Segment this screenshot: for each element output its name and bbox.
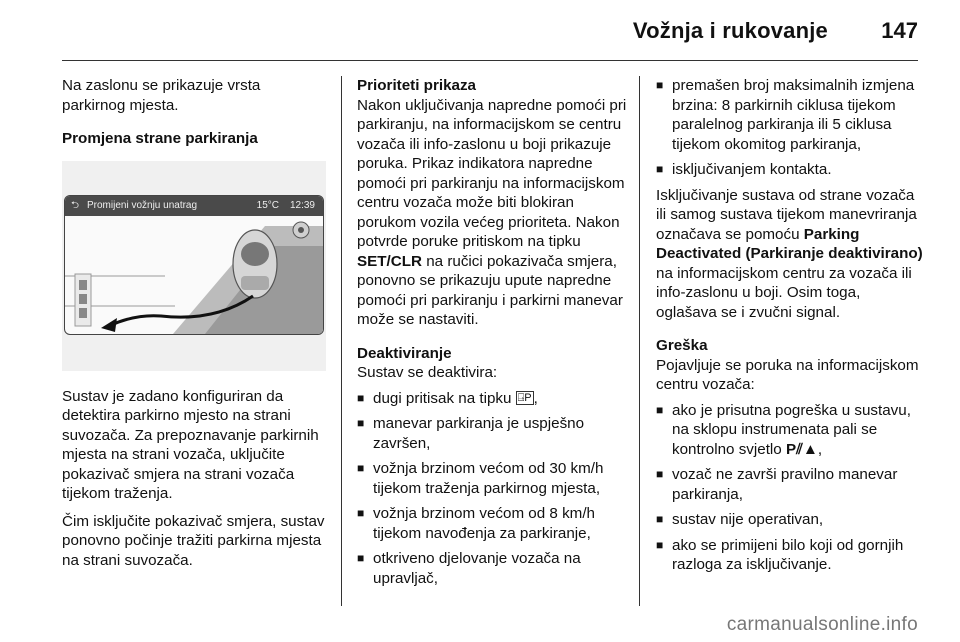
- column-3: [656, 76, 924, 581]
- parking-warning-light-icon: P⫽▲: [785, 440, 818, 458]
- paragraph: Nakon uključivanja napredne pomoći pri parkiranju, na informacijskom se centru vozača ili info-zaslonu u boji prikazuje poruka. Prikaz indikatora napredne pomoći pri parkiranju na informacijskom centru vozača može biti blokiran porukom vozila većeg prioriteta. Nakon potvrde poruke pritiskom na tipku SET/CLR na ručici pokazivača smjera, ponovno se prikazuju upute napredne pomoći pri parkiranju i parkirni manevar može se nastaviti.: [357, 96, 627, 328]
- column-divider-1: [341, 76, 342, 606]
- parking-illustration: [65, 216, 323, 334]
- list-item: ■ vozač ne završi pravilno manevar parkiranja,: [656, 465, 924, 504]
- paragraph: Sustav je zadano konfiguriran da detektira parkirno mjesto na strani suvozača. Za prepoznavanje parkirnih mjesta na strani vozača, uključite pokazivač smjera na strani vozača tijekom traženja.: [62, 387, 319, 502]
- page-number: 147: [881, 18, 918, 43]
- paragraph: Sustav se deaktivira:: [357, 364, 498, 381]
- section-heading: Deaktiviranje: [357, 344, 452, 362]
- set-clr-key-label: SET/CLR: [357, 252, 422, 270]
- clock-readout: 12:39: [289, 199, 315, 211]
- list-item: ■ otkriveno djelovanje vozača na upravljač,: [357, 549, 627, 588]
- header-rule: [62, 60, 918, 61]
- display-screen: [64, 195, 324, 335]
- parking-assist-button-icon: ⍈P: [517, 392, 532, 405]
- intro-paragraph: Na zaslonu se prikazuje vrsta parkirnog mjesta.: [62, 77, 261, 114]
- deactivation-list: [357, 389, 627, 589]
- list-item: ■ dugi pritisak na tipku ⍈P ,: [357, 389, 627, 409]
- car-icon: [233, 230, 277, 298]
- watermark: carmanualsonline.info: [726, 614, 918, 635]
- column-divider-2: [639, 76, 640, 606]
- column-1: [62, 76, 326, 570]
- parking-deactivated-label: Parking Deactivated (Parkiranje deaktivirano): [656, 225, 923, 262]
- infotainment-figure: [62, 161, 326, 371]
- screen-title: Promijeni vožnju unatrag: [87, 199, 198, 211]
- list-item: ■ premašen broj maksimalnih izmjena brzina: 8 parkirnih ciklusa tijekom paralelnog parkiranja ili 5 ciklusa tijekom okomitog parkiranja,: [656, 76, 924, 154]
- list-item: ■ ako je prisutna pogreška u sustavu, na sklopu instrumenata pali se kontrolno svjetlo P⫽▲,: [656, 401, 924, 460]
- list-item: ■ manevar parkiranja je uspješno završen,: [357, 414, 627, 453]
- section-heading: Prioriteti prikaza: [357, 77, 477, 94]
- paragraph: Čim isključite pokazivač smjera, sustav ponovno počinje tražiti parkirna mjesta na strani suvozača.: [62, 512, 325, 569]
- list-item: ■ ako se primijeni bilo koji od gornjih razloga za isključivanje.: [656, 536, 924, 575]
- fault-list: [656, 401, 924, 575]
- page-header: [0, 0, 960, 62]
- back-arrow-icon: ⮌: [71, 199, 80, 211]
- paragraph: Isključivanje sustava od strane vozača ili samog sustava tijekom manevriranja označava se pomoću Parking Deactivated (Parkiranje deaktivirano) na informacijskom centru za vozača ili info-zaslonu u boji. Osim toga, oglašava se i zvučni signal.: [656, 186, 923, 321]
- list-item: ■ vožnja brzinom većom od 30 km/h tijekom traženja parkirnog mjesta,: [357, 459, 627, 498]
- paragraph: Pojavljuje se poruka na informacijskom centru vozača:: [656, 356, 919, 393]
- temperature-readout: 15°C: [256, 199, 279, 211]
- screen-title-bar: [65, 196, 323, 216]
- deactivation-list-continued: [656, 76, 924, 180]
- list-item: ■ sustav nije operativan,: [656, 510, 924, 530]
- section-heading: Promjena strane parkiranja: [62, 130, 258, 147]
- column-2: [357, 76, 627, 594]
- gear-icon: [293, 222, 309, 238]
- section-heading: Greška: [656, 337, 708, 354]
- list-item: ■ vožnja brzinom većom od 8 km/h tijekom navođenja za parkiranje,: [357, 504, 627, 543]
- list-item: ■ isključivanjem kontakta.: [656, 160, 924, 180]
- page-title: Vožnja i rukovanje: [632, 18, 828, 43]
